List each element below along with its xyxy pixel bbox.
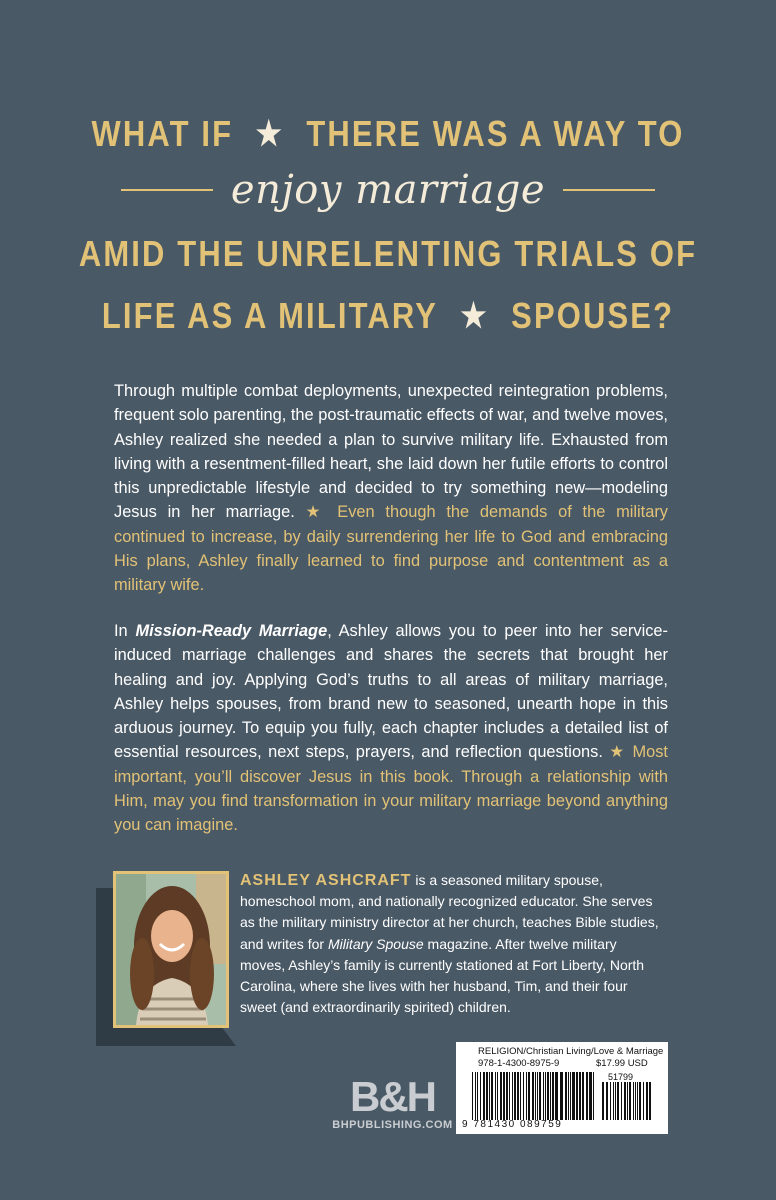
paragraph-2-text: , Ashley allows you to peer into her service-induced marriage challenges and shares the secrets that brought her healing and joy. Applying God’s truths to all areas of military marriage, Ashley helps spouses, from brand new to seasoned, unearth hope in this arduous journey. To equip you fully, each chapter includes a detailed list of essential resources, next steps, prayers, and reflection questions. [114, 622, 668, 762]
headline-script: enjoy marriage [230, 167, 546, 213]
headline-there-was-a-way: THERE WAS A WAY TO [306, 113, 685, 154]
author-bio [240, 870, 664, 1018]
star-icon: ★ [305, 503, 327, 522]
headline-amid: AMID THE UNRELENTING TRIALS OF [78, 233, 698, 274]
barcode-addon-bars [602, 1082, 654, 1120]
paragraph-2-prefix: In [114, 622, 128, 640]
barcode-price: $17.99 USD [596, 1058, 648, 1069]
barcode-addon-code: 51799 [608, 1072, 634, 1082]
headline-life-as: LIFE AS A MILITARY [101, 295, 439, 336]
headline-script-line [0, 160, 776, 220]
headline-spouse: SPOUSE? [511, 295, 675, 336]
author-photo [113, 871, 229, 1028]
author-name: ASHLEY ASHCRAFT [240, 872, 412, 889]
book-title: Mission-Ready Marriage [135, 622, 328, 640]
paragraph-2-highlight: Most important, you’ll discover Jesus in this book. Through a relationship with Him, may you find transformation in your military marriage beyond anything you can imagine. [114, 743, 668, 835]
divider-rule-left [121, 189, 213, 191]
star-icon: ★ [609, 743, 626, 762]
paragraph-1-text: Through multiple combat deployments, unexpected reintegration problems, frequent solo parenting, the post-traumatic effects of war, and twelve moves, Ashley realized she needed a plan to survive military life. Exhausted from living with a resentment-filled heart, she laid down her futile efforts to control this unpredictable lifestyle and decided to try something new—modeling Jesus in her marriage. [114, 382, 668, 522]
star-icon: ★ [460, 297, 489, 335]
magazine-title: Military Spouse [327, 935, 424, 952]
barcode-isbn: 978-1-4300-8975-9 [478, 1058, 560, 1069]
publisher-logo [325, 1075, 460, 1131]
barcode-category: RELIGION/Christian Living/Love & Marriage [478, 1046, 664, 1057]
headline-line-1 [54, 110, 721, 158]
bh-logo-mark: B&H [350, 1073, 435, 1120]
author-bio-part-2: magazine. After twelve military moves, Ashley’s family is currently stationed at Fort Liberty, North Carolina, where she lives with her husband, Tim, and their four sweet (and extraordinarily spirited) children. [240, 935, 645, 1016]
paragraph-1-highlight: Even though the demands of the military continued to increase, by daily surrendering her life to God and embracing His plans, Ashley finally learned to find purpose and contentment as a military wife. [114, 503, 668, 595]
barcode-main-bars [472, 1072, 596, 1120]
barcode-digits: 9 781430 089759 [462, 1119, 563, 1130]
description-paragraph-1 [114, 379, 668, 598]
description-paragraph-2 [114, 619, 668, 838]
headline-line-4 [54, 292, 721, 340]
publisher-url: BHPUBLISHING.COM [332, 1119, 453, 1131]
headline-what-if: WHAT IF [91, 113, 234, 154]
star-icon: ★ [255, 115, 284, 153]
headline-line-3 [54, 230, 721, 278]
barcode-box [456, 1042, 668, 1134]
divider-rule-right [563, 189, 655, 191]
author-portrait-image [116, 874, 226, 1025]
author-bio-part-1: is a seasoned military spouse, homeschool mom, and nationally recognized educator. She serves as the military ministry director at her church, teaches Bible studies, and writes for [240, 872, 659, 952]
